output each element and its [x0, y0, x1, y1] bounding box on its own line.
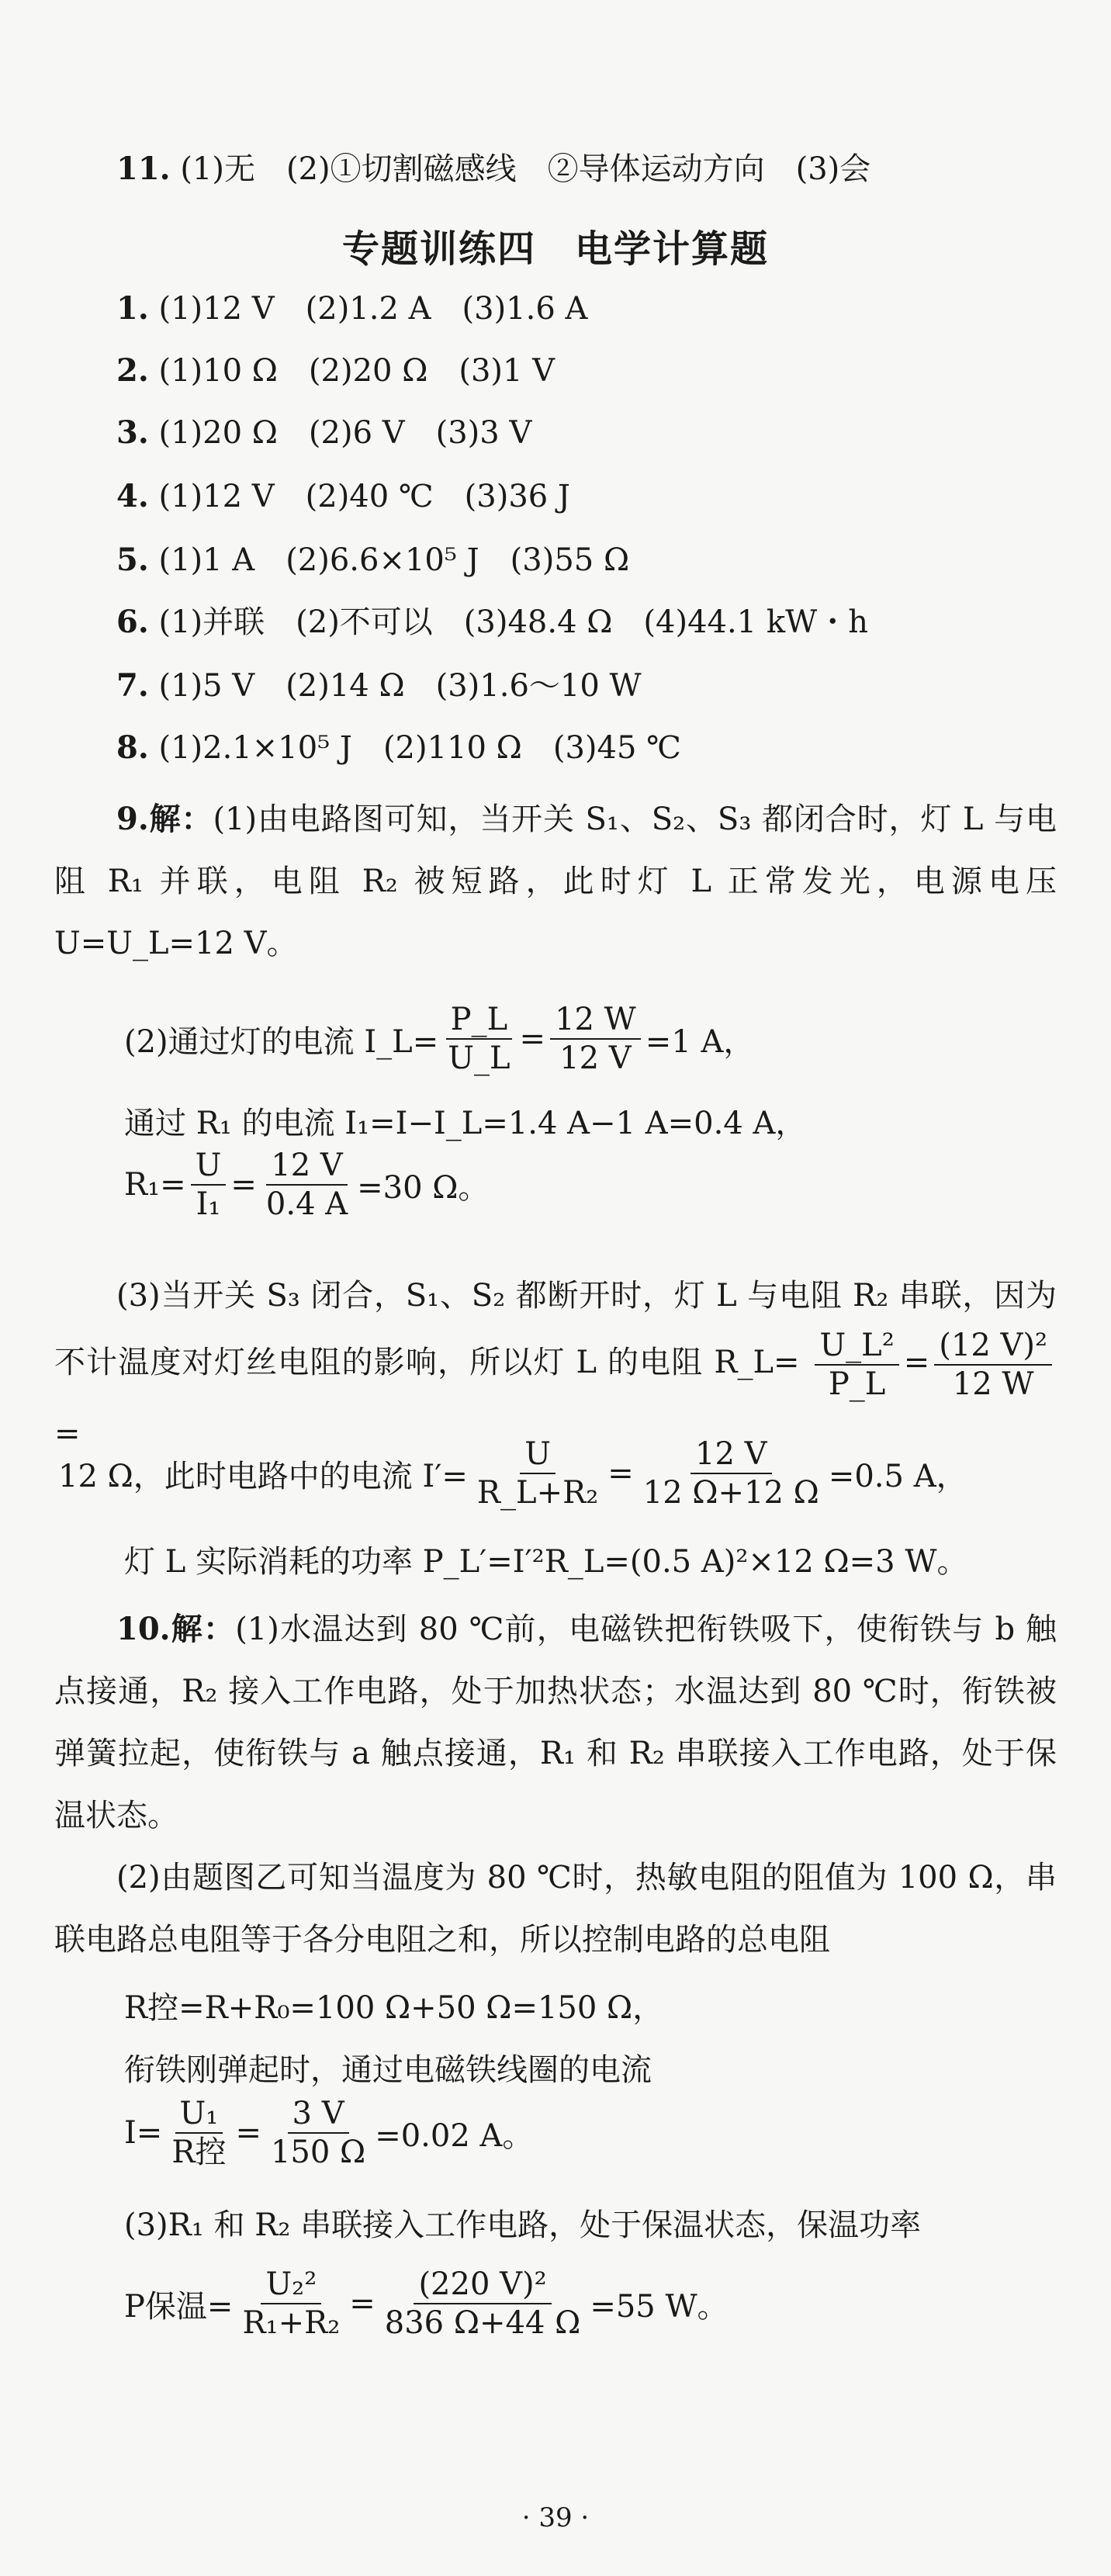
fraction: [266, 2095, 370, 2171]
q9-part4: [124, 1147, 489, 1223]
answer-7: [116, 664, 1057, 708]
fraction: [934, 1327, 1052, 1403]
denominator: R_L+R₂: [476, 1475, 599, 1511]
numerator: (220 V)²: [414, 2266, 551, 2304]
numerator: U: [520, 1435, 556, 1474]
answer-text: (1)12 V (2)40 ℃ (3)36 J: [158, 479, 570, 514]
denominator: I₁: [196, 1186, 221, 1222]
q9-part5: (3)当开关 S₃ 闭合，S₁、S₂ 都断开时，灯 L 与电阻 R₂ 串联，因为不计温度对灯丝电阻的影响，所以灯 L 的电阻 R_L= $\frac{\text{U\_L²}}{P\_L}$ = $\frac{\text{(12 V)²}}{12 W}$ =: [54, 1278, 1057, 1452]
equals: =: [235, 2115, 261, 2151]
q10-part6: (3)R₁ 和 R₂ 串联接入工作电路，处于保温状态，保温功率: [124, 2207, 922, 2243]
denominator: R控: [171, 2135, 227, 2170]
q10-part1: [54, 1598, 1057, 1847]
equals: =: [519, 1021, 546, 1057]
answer-8: [116, 726, 1057, 770]
q11-line: [116, 147, 1057, 191]
denominator: 836 Ω+44 Ω: [384, 2305, 581, 2341]
q9-part3: 通过 R₁ 的电流 I₁=I−I_L=1.4 A−1 A=0.4 A，: [124, 1106, 807, 1141]
q9-part7: 灯 L 实际消耗的功率 P_L′=I′²R_L=(0.5 A)²×12 Ω=3 W。: [124, 1544, 968, 1580]
answer-5: [116, 538, 1057, 582]
q11-answer: (1)无 (2)①切割磁感线 ②导体运动方向 (3)会: [180, 151, 871, 187]
q9-part6-prefix: 12 Ω，此时电路中的电流 I′=: [58, 1458, 468, 1494]
q10-part5-suffix: =0.02 A。: [375, 2117, 534, 2154]
q11-number: 11.: [116, 151, 171, 187]
q10-part5: [124, 2095, 533, 2171]
fraction: [815, 1327, 898, 1403]
answer-text: (1)5 V (2)14 Ω (3)1.6～10 W: [158, 668, 642, 704]
q10-part7-suffix: =55 W。: [590, 2288, 729, 2325]
numerator: U₁: [175, 2095, 223, 2134]
answer-number: 3.: [116, 414, 149, 451]
q9-part4-suffix: =30 Ω。: [357, 1169, 490, 1206]
q10-part5-prefix: I=: [124, 2115, 163, 2151]
denominator: 150 Ω: [270, 2135, 366, 2170]
answer-text: (1)12 V (2)1.2 A (3)1.6 A: [158, 291, 588, 327]
denominator: 12 V: [559, 1040, 632, 1076]
q10-part7-prefix: P保温=: [124, 2288, 234, 2325]
fraction: [443, 1001, 514, 1077]
q9-part1: [54, 788, 1057, 975]
fraction: [167, 2095, 230, 2171]
fraction: [191, 1147, 227, 1223]
answer-text: (1)20 Ω (2)6 V (3)3 V: [158, 415, 532, 451]
q9-part6: [58, 1435, 967, 1511]
q10-part1-text: (1)水温达到 80 ℃前，电磁铁把衔铁吸下，使衔铁与 b 触点接通，R₂ 接入工作电路，处于加热状态；水温达到 80 ℃时，衔铁被弹簧拉起，使衔铁与 a 触点接通，R₁ 和 R₂ 串联接入工作电路，处于保温状态。: [54, 1612, 1057, 1833]
numerator: 12 V: [690, 1435, 772, 1474]
q9-part2-prefix: (2)通过灯的电流 I_L=: [124, 1023, 439, 1060]
denominator: 12 W: [952, 1366, 1034, 1402]
answer-number: 2.: [116, 352, 149, 389]
answer-text: (1)2.1×10⁵ J (2)110 Ω (3)45 ℃: [158, 730, 681, 766]
denominator: U_L: [448, 1040, 511, 1076]
denominator: 12 Ω+12 Ω: [642, 1475, 819, 1511]
page-number: · 39 ·: [521, 2502, 590, 2533]
answer-3: [116, 411, 1057, 455]
fraction: [550, 1001, 641, 1077]
numerator: 12 W: [550, 1001, 641, 1040]
fraction: [380, 2266, 586, 2342]
q10-number: 10.: [116, 1611, 171, 1647]
numerator: (12 V)²: [934, 1327, 1052, 1366]
q10-solution-label: 解：: [170, 1611, 236, 1647]
answer-number: 6.: [116, 604, 149, 640]
answer-number: 8.: [116, 729, 149, 766]
q9-part2-suffix: =1 A，: [645, 1023, 755, 1060]
q9-part4-prefix: R₁=: [124, 1167, 186, 1203]
q10-part7: [124, 2266, 729, 2342]
q9-part6-suffix: =0.5 A，: [828, 1458, 967, 1494]
numerator: U₂²: [261, 2266, 321, 2304]
q9-part1-text: (1)由电路图可知，当开关 S₁、S₂、S₃ 都闭合时，灯 L 与电阻 R₁ 并联，电阻 R₂ 被短路，此时灯 L 正常发光，电源电压 U=U_L=12 V。: [54, 802, 1057, 961]
answer-number: 7.: [116, 667, 149, 704]
answer-2: [116, 349, 1057, 393]
answer-number: 5.: [116, 542, 149, 578]
numerator: 3 V: [288, 2095, 349, 2134]
numerator: P_L: [446, 1001, 512, 1040]
equals: =: [230, 1167, 257, 1203]
numerator: 12 V: [266, 1147, 348, 1186]
denominator: P_L: [828, 1366, 886, 1402]
q9-part5-text: (3)当开关 S₃ 闭合，S₁、S₂ 都断开时，灯 L 与电阻 R₂ 串联，因为不计温度对灯丝电阻的影响，所以灯 L 的电阻 R_L=: [54, 1278, 1057, 1380]
equals: =: [607, 1456, 634, 1491]
q10-part2: (2)由题图乙可知当温度为 80 ℃时，热敏电阻的阻值为 100 Ω，串联电路总电阻等于各分电阻之和，所以控制电路的总电阻: [54, 1860, 1057, 1958]
denominator: 0.4 A: [265, 1186, 348, 1222]
answer-number: 4.: [116, 478, 149, 514]
denominator: R₁+R₂: [242, 2305, 341, 2341]
equals: =: [349, 2286, 376, 2322]
answer-4: [116, 475, 1057, 518]
numerator: U_L²: [815, 1327, 898, 1366]
fraction: [639, 1435, 824, 1511]
fraction: [472, 1435, 603, 1511]
q9-solution-label: 解：: [148, 801, 213, 837]
numerator: U: [191, 1147, 227, 1186]
answer-6: [116, 601, 1057, 644]
answer-text: (1)10 Ω (2)20 Ω (3)1 V: [158, 353, 556, 389]
q9-part2: [124, 1001, 754, 1077]
fraction: [237, 2266, 344, 2342]
answer-1: [116, 287, 1057, 331]
answer-text: (1)并联 (2)不可以 (3)48.4 Ω (4)44.1 kW・h: [158, 604, 868, 640]
fraction: [261, 1147, 352, 1223]
section-title: 专题训练四 电学计算题: [341, 227, 769, 271]
answer-text: (1)1 A (2)6.6×10⁵ J (3)55 Ω: [158, 542, 630, 578]
q9-number: 9.: [116, 801, 149, 837]
q10-part3: R控=R+R₀=100 Ω+50 Ω=150 Ω，: [124, 1990, 664, 2026]
q10-part4: 衔铁刚弹起时，通过电磁铁线圈的电流: [124, 2052, 652, 2088]
answer-number: 1.: [116, 290, 149, 327]
